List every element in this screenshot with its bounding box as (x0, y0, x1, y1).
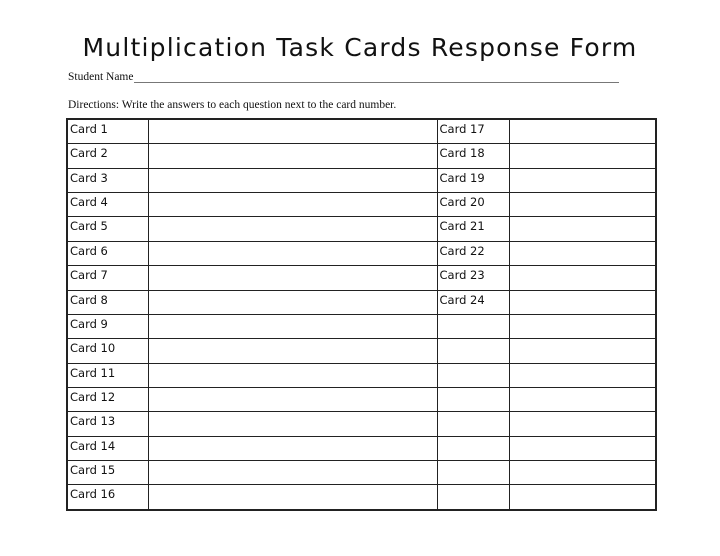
table-row (67, 412, 656, 436)
answer-cell[interactable] (148, 461, 437, 485)
table-row (67, 363, 656, 387)
card-label-cell (437, 339, 509, 363)
student-name-row (68, 71, 619, 83)
card-label-cell: Card 11 (67, 363, 148, 387)
answer-cell[interactable] (148, 436, 437, 460)
card-label-cell: Card 9 (67, 314, 148, 338)
table-row (67, 266, 656, 290)
card-label-cell (437, 436, 509, 460)
card-label-cell: Card 8 (67, 290, 148, 314)
answer-cell[interactable] (148, 144, 437, 168)
card-label-cell: Card 2 (67, 144, 148, 168)
card-label-cell (437, 363, 509, 387)
table-row (67, 290, 656, 314)
answer-cell[interactable] (148, 168, 437, 192)
answer-cell[interactable] (148, 339, 437, 363)
card-label-cell (437, 387, 509, 411)
answer-cell[interactable] (509, 290, 656, 314)
answer-cell[interactable] (509, 217, 656, 241)
table-row (67, 241, 656, 265)
answer-cell[interactable] (509, 144, 656, 168)
card-label-cell: Card 13 (67, 412, 148, 436)
table-row (67, 314, 656, 338)
answer-cell[interactable] (509, 314, 656, 338)
card-label-cell: Card 16 (67, 485, 148, 510)
student-name-label: Student Name (68, 71, 134, 83)
card-label-cell: Card 23 (437, 266, 509, 290)
answer-cell[interactable] (148, 119, 437, 144)
table-row (67, 436, 656, 460)
card-label-cell: Card 7 (67, 266, 148, 290)
answer-cell[interactable] (509, 412, 656, 436)
card-label-cell: Card 19 (437, 168, 509, 192)
card-label-cell: Card 4 (67, 193, 148, 217)
answer-cell[interactable] (509, 436, 656, 460)
card-label-cell: Card 3 (67, 168, 148, 192)
answer-cell[interactable] (509, 266, 656, 290)
card-label-cell: Card 5 (67, 217, 148, 241)
card-label-cell: Card 24 (437, 290, 509, 314)
answer-cell[interactable] (148, 193, 437, 217)
card-label-cell (437, 485, 509, 510)
answer-cell[interactable] (509, 461, 656, 485)
table-row (67, 461, 656, 485)
answer-cell[interactable] (148, 266, 437, 290)
card-label-cell: Card 21 (437, 217, 509, 241)
card-label-cell: Card 15 (67, 461, 148, 485)
card-label-cell: Card 18 (437, 144, 509, 168)
answer-cell[interactable] (148, 314, 437, 338)
card-label-cell: Card 14 (67, 436, 148, 460)
answer-cell[interactable] (509, 168, 656, 192)
answer-cell[interactable] (148, 290, 437, 314)
card-label-cell: Card 10 (67, 339, 148, 363)
card-label-cell: Card 1 (67, 119, 148, 144)
table-row (67, 387, 656, 411)
table-row (67, 119, 656, 144)
card-label-cell (437, 461, 509, 485)
answer-cell[interactable] (509, 387, 656, 411)
answer-cell[interactable] (509, 363, 656, 387)
directions-text: Directions: Write the answers to each question next to the card number. (68, 99, 397, 111)
table-row (67, 217, 656, 241)
answer-cell[interactable] (148, 217, 437, 241)
answer-cell[interactable] (148, 485, 437, 510)
card-label-cell: Card 20 (437, 193, 509, 217)
answer-cell[interactable] (148, 412, 437, 436)
answer-cell[interactable] (148, 387, 437, 411)
answer-cell[interactable] (148, 363, 437, 387)
page-title: Multiplication Task Cards Response Form (82, 33, 638, 62)
card-label-cell (437, 314, 509, 338)
table-row (67, 168, 656, 192)
table-row (67, 193, 656, 217)
answer-cell[interactable] (509, 485, 656, 510)
table-row (67, 485, 656, 510)
answer-cell[interactable] (509, 339, 656, 363)
answer-cell[interactable] (509, 193, 656, 217)
table-row (67, 144, 656, 168)
card-label-cell: Card 6 (67, 241, 148, 265)
card-label-cell: Card 17 (437, 119, 509, 144)
answer-cell[interactable] (509, 119, 656, 144)
student-name-field[interactable] (134, 71, 619, 83)
table-row (67, 339, 656, 363)
card-label-cell: Card 12 (67, 387, 148, 411)
answer-cell[interactable] (148, 241, 437, 265)
card-label-cell: Card 22 (437, 241, 509, 265)
card-label-cell (437, 412, 509, 436)
answer-cell[interactable] (509, 241, 656, 265)
response-table (66, 118, 657, 511)
